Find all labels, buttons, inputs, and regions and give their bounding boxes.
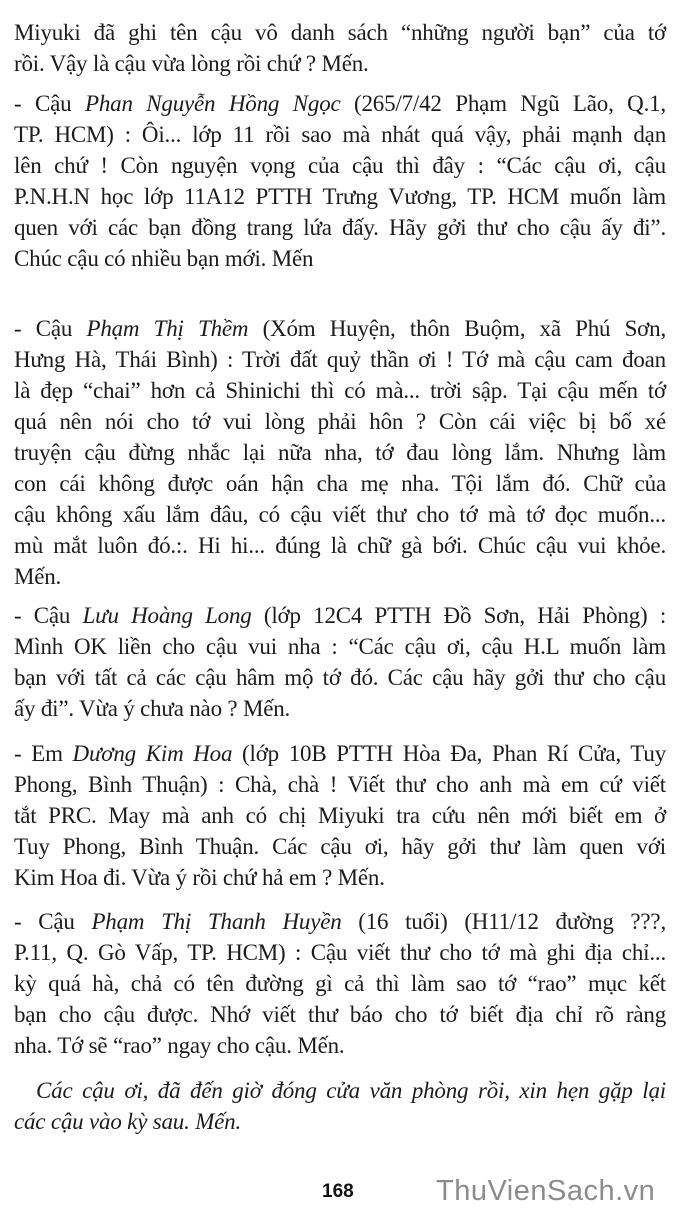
text-line: mù mắt luôn đó.:. Hi hi... đúng là chữ gà bới. Chúc cậu vui khỏe. (14, 533, 666, 558)
text-line: - Cậu Phan Nguyễn Hồng Ngọc (265/7/42 Phạm Ngũ Lão, Q.1, (14, 91, 666, 116)
recipient-name: Dương Kim Hoa (72, 741, 233, 766)
text-line: kỳ quá hà, chả có tên đường gì cả thì làm sao tớ “rao” mục kết (14, 971, 666, 996)
paragraph-reply-pham-thi-them (14, 313, 666, 592)
text-line: Tuy Phong, Bình Thuận. Các cậu ơi, hãy gởi thư làm quen với (14, 834, 666, 859)
text-line: quá nên nói cho tớ vui lòng phải hôn ? Còn cái việc bị bố xé (14, 409, 666, 434)
text-line: Hưng Hà, Thái Bình) : Trời đất quỷ thần ơi ! Tớ mà cậu cam đoan (14, 347, 666, 372)
paragraph-intro (14, 17, 666, 79)
paragraph-reply-pham-thi-thanh-huyen (14, 906, 666, 1061)
text-line: - Em Dương Kim Hoa (lớp 10B PTTH Hòa Đa, Phan Rí Cửa, Tuy (14, 741, 666, 766)
paragraph-reply-duong-kim-hoa (14, 738, 666, 893)
text-line: TP. HCM) : Ôi... lớp 11 rồi sao mà nhát quá vậy, phải mạnh dạn (14, 122, 666, 147)
text-line: - Cậu Phạm Thị Thanh Huyền (16 tuổi) (H11/12 đường ???, (14, 909, 666, 934)
text-line: ấy đi”. Vừa ý chưa nào ? Mến. (14, 696, 291, 721)
text-line: con cái không được oán hận cha mẹ nha. Tội lắm đó. Chữ của (14, 471, 666, 496)
text-line: Mến. (14, 564, 62, 589)
paragraph-reply-phan-nguyen-hong-ngoc (14, 88, 666, 274)
watermark-logo: ThuVienSach.vn (436, 1175, 656, 1207)
paragraph-reply-luu-hoang-long (14, 600, 666, 724)
recipient-name: Phan Nguyễn Hồng Ngọc (85, 91, 341, 116)
recipient-name: Lưu Hoàng Long (82, 603, 252, 628)
text-line: Chúc cậu có nhiều bạn mới. Mến (14, 246, 314, 271)
recipient-name: Phạm Thị Thềm (86, 316, 249, 341)
text-line: - Cậu Lưu Hoàng Long (lớp 12C4 PTTH Đồ Sơn, Hải Phòng) : (14, 603, 667, 628)
text-line: quen với các bạn đồng trang lứa đấy. Hãy gởi thư cho cậu ấy đi”. (14, 215, 666, 240)
text-line: tắt PRC. May mà anh có chị Miyuki tra cứu nên mới biết em ở (14, 803, 666, 828)
text-line: bạn với tất cả các cậu hâm mộ tớ đó. Các cậu hãy gởi thư cho cậu (14, 665, 666, 690)
text-line: P.11, Q. Gò Vấp, TP. HCM) : Cậu viết thư cho tớ mà ghi địa chỉ... (14, 940, 666, 965)
text-line: Kim Hoa đi. Vừa ý rồi chứ hả em ? Mến. (14, 865, 385, 890)
text-line: Phong, Bình Thuận) : Chà, chà ! Viết thư cho anh mà em cứ viết (14, 772, 666, 797)
text-line: nha. Tớ sẽ “rao” ngay cho cậu. Mến. (14, 1033, 345, 1058)
text-line: bạn cho cậu được. Nhớ viết thư báo cho tớ biết địa chỉ rõ ràng (14, 1002, 666, 1027)
text-line: Mình OK liền cho cậu vui nha : “Các cậu ơi, cậu H.L muốn làm (14, 634, 666, 659)
text-line: lên chứ ! Còn nguyện vọng của cậu thì đây : “Các cậu ơi, cậu (14, 153, 666, 178)
text-line: cậu không xấu lắm đâu, có cậu viết thư cho tớ mà tớ đọc muốn... (14, 502, 666, 527)
text-line: rồi. Vậy là cậu vừa lòng rồi chứ ? Mến. (14, 51, 369, 76)
text-line: truyện cậu đừng nhắc lại nữa nha, tớ đau lòng lắm. Nhưng làm (14, 440, 666, 465)
paragraph-closing (14, 1075, 666, 1137)
text-line: - Cậu Phạm Thị Thềm (Xóm Huyện, thôn Buộm, xã Phú Sơn, (14, 316, 666, 341)
text-line: các cậu vào kỳ sau. Mến. (14, 1109, 242, 1134)
text-line: là đẹp “chai” hơn cả Shinichi thì có mà... trời sập. Tại cậu mến tớ (14, 378, 666, 403)
recipient-name: Phạm Thị Thanh Huyền (91, 909, 342, 934)
text-line: Các cậu ơi, đã đến giờ đóng cửa văn phòng rồi, xin hẹn gặp lại (36, 1078, 666, 1103)
text-line: Miyuki đã ghi tên cậu vô danh sách “những người bạn” của tớ (14, 20, 666, 45)
page-number: 168 (322, 1181, 354, 1202)
text-line: P.N.H.N học lớp 11A12 PTTH Trưng Vương, TP. HCM muốn làm (14, 184, 666, 209)
